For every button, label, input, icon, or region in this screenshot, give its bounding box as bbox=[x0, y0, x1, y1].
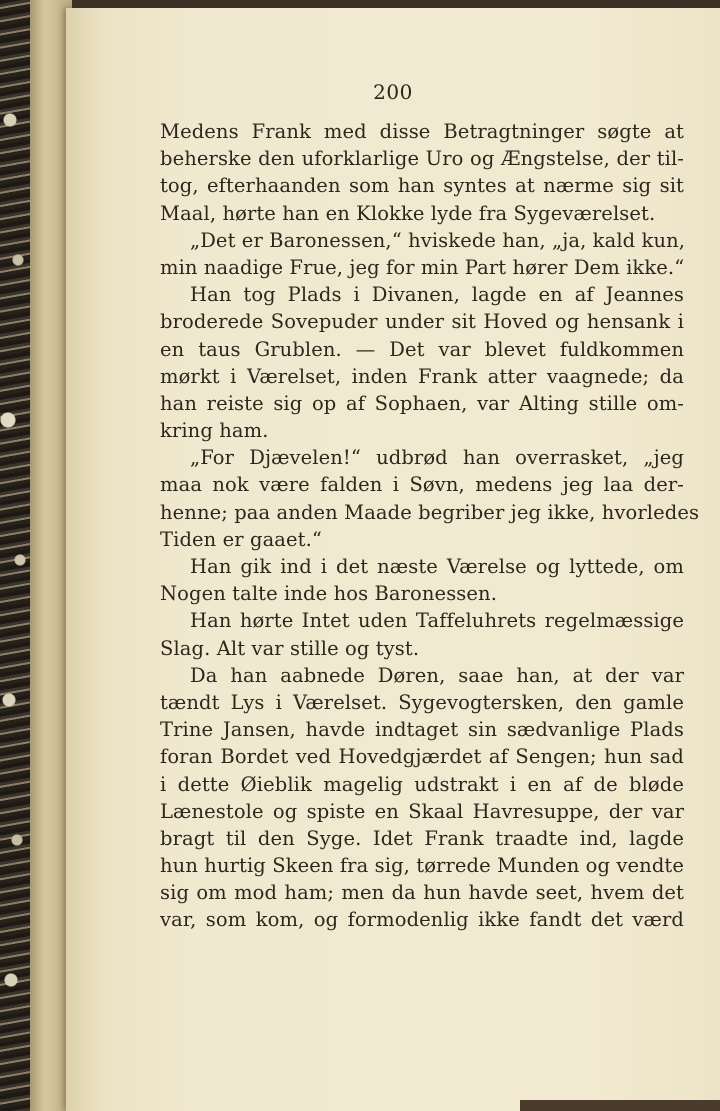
bottom-shadow bbox=[520, 1100, 720, 1111]
text-line: Nogen talte inde hos Baronessen. bbox=[160, 582, 498, 606]
text-line: i dette Øieblik magelig udstrakt i en af de bløde bbox=[160, 772, 684, 796]
text-line: Medens Frank med disse Betragtninger søgte at bbox=[160, 120, 684, 143]
text-line: han reiste sig op af Sophaen, var Alting stille om- bbox=[160, 391, 684, 415]
text-line: Han gik ind i det næste Værelse og lyttede, om bbox=[190, 555, 684, 578]
text-line: Tiden er gaaet.“ bbox=[160, 527, 322, 551]
text-line: „Det er Baronessen,“ hviskede han, „ja, kald kun, bbox=[190, 228, 686, 252]
text-line: hun hurtig Skeen fra sig, tørrede Munden og vendte bbox=[160, 854, 684, 878]
marbled-cover-edge bbox=[0, 0, 30, 1111]
text-line: bragt til den Syge. Idet Frank traadte ind, lagde bbox=[160, 826, 684, 850]
text-line: Han hørte Intet uden Taffeluhrets regelmæssige bbox=[190, 609, 684, 633]
text-line: Maal, hørte han en Klokke lyde fra Sygeværelset. bbox=[160, 201, 656, 225]
text-line: min naadige Frue, jeg for min Part hører Dem ikke.“ bbox=[160, 255, 685, 279]
text-line: Trine Jansen, havde indtaget sin sædvanlige Plads bbox=[160, 718, 684, 742]
text-line: „For Djævelen!“ udbrød han overrasket, „jeg bbox=[190, 446, 684, 470]
text-line: sig om mod ham; men da hun havde seet, hvem det bbox=[160, 881, 684, 905]
text-line: henne; paa anden Maade begriber jeg ikke, hvorledes bbox=[160, 500, 700, 524]
text-line: var, som kom, og formodenlig ikke fandt det værd bbox=[160, 908, 684, 932]
text-line: tændt Lys i Værelset. Sygevogtersken, den gamle bbox=[160, 690, 684, 714]
text-line: en taus Grublen. — Det var blevet fuldkommen bbox=[160, 337, 684, 361]
text-line: broderede Sovepuder under sit Hoved og hensank i bbox=[160, 310, 684, 334]
text-line: tog, efterhaanden som han syntes at nærme sig sit bbox=[160, 174, 684, 198]
text-line: foran Bordet ved Hovedgjærdet af Sengen; hun sad bbox=[160, 745, 684, 769]
text-line: kring ham. bbox=[160, 419, 269, 443]
page-text bbox=[160, 118, 700, 934]
text-line: Da han aabnede Døren, saae han, at der var bbox=[190, 663, 684, 687]
page-number: 200 bbox=[373, 80, 413, 104]
text-line: Lænestole og spiste en Skaal Havresuppe, der var bbox=[160, 799, 684, 823]
text-line: beherske den uforklarlige Uro og Ængstelse, der til- bbox=[160, 147, 684, 171]
text-line: mørkt i Værelset, inden Frank atter vaagnede; da bbox=[160, 364, 684, 388]
text-line: Slag. Alt var stille og tyst. bbox=[160, 636, 420, 660]
text-line: Han tog Plads i Divanen, lagde en af Jeannes bbox=[190, 283, 684, 307]
text-line: maa nok være falden i Søvn, medens jeg laa der- bbox=[160, 473, 684, 497]
